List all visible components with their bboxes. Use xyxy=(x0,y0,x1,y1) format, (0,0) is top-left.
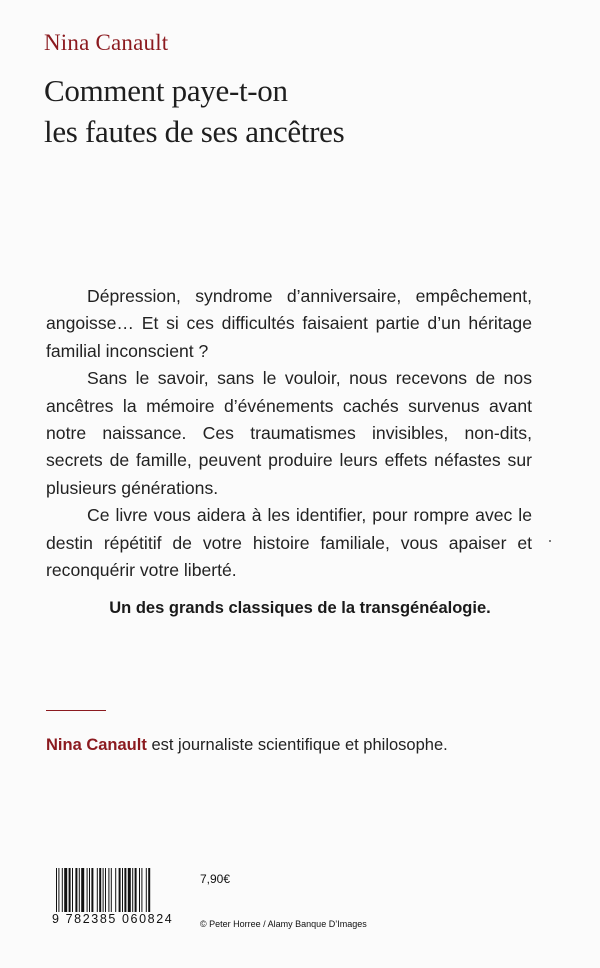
author-name: Nina Canault xyxy=(44,30,169,55)
blurb-paragraph-2: Sans le savoir, sans le vouloir, nous recevons de nos ancêtres la mémoire d’événements cachés survenus avant notre naissance. Ces traumatismes invisibles, non-dits, secrets de famille, peuvent produire leurs effets néfastes sur plusieurs générations. xyxy=(46,368,532,498)
barcode-bar xyxy=(103,868,104,912)
barcode-bar xyxy=(122,868,123,912)
tagline: Un des grands classiques de la transgénéalogie. xyxy=(109,599,491,617)
barcode-bar xyxy=(132,868,133,912)
barcode-bar xyxy=(72,868,73,912)
barcode-bar xyxy=(56,868,57,912)
back-cover-blurb xyxy=(46,283,532,584)
blurb-paragraph-3: Ce livre vous aidera à les identifier, pour rompre avec le destin répétitif de votre histoire familiale, vous apaiser et reconquérir votre liberté. xyxy=(46,505,532,581)
barcode-bars xyxy=(56,868,192,912)
barcode-bar xyxy=(146,868,147,912)
barcode-bar xyxy=(139,868,140,912)
photo-credit: © Peter Horree / Alamy Banque D’Images xyxy=(200,919,367,929)
barcode-bar xyxy=(62,868,63,912)
author-bio xyxy=(46,736,566,755)
author-bio-name: Nina Canault xyxy=(46,736,147,754)
book-title-line-2: les fautes de ses ancêtres xyxy=(44,114,345,149)
blurb-paragraph-1: Dépression, syndrome d’anniversaire, empêchement, angoisse… Et si ces difficultés faisaient partie d’un héritage familial inconscient ? xyxy=(46,286,532,361)
barcode-bar xyxy=(69,868,71,912)
barcode-bar xyxy=(58,868,59,912)
book-title-line-1: Comment paye-t-on xyxy=(44,73,288,108)
barcode-bar xyxy=(111,868,112,912)
author-bio-text: est journaliste scientifique et philosophe. xyxy=(146,736,448,754)
barcode-bar xyxy=(75,868,77,912)
barcode-bar xyxy=(89,868,90,912)
barcode-bar xyxy=(135,868,137,912)
book-title xyxy=(44,70,344,152)
barcode-bar xyxy=(87,868,88,912)
barcode xyxy=(52,866,192,938)
barcode-bar xyxy=(81,868,84,912)
price: 7,90€ xyxy=(200,872,231,886)
barcode-digits: 9 782385 060824 xyxy=(52,912,174,926)
barcode-bar xyxy=(79,868,80,912)
barcode-bar xyxy=(108,868,109,912)
barcode-bar xyxy=(128,868,131,912)
section-divider xyxy=(46,710,106,711)
barcode-bar xyxy=(124,868,126,912)
barcode-bar xyxy=(105,868,106,912)
barcode-bar xyxy=(99,868,101,912)
barcode-bar xyxy=(141,868,142,912)
barcode-bar xyxy=(148,868,150,912)
barcode-bar xyxy=(64,868,67,912)
barcode-bar xyxy=(119,868,121,912)
print-speck xyxy=(549,540,551,542)
barcode-bar xyxy=(115,868,116,912)
barcode-bar xyxy=(97,868,98,912)
barcode-bar xyxy=(91,868,93,912)
